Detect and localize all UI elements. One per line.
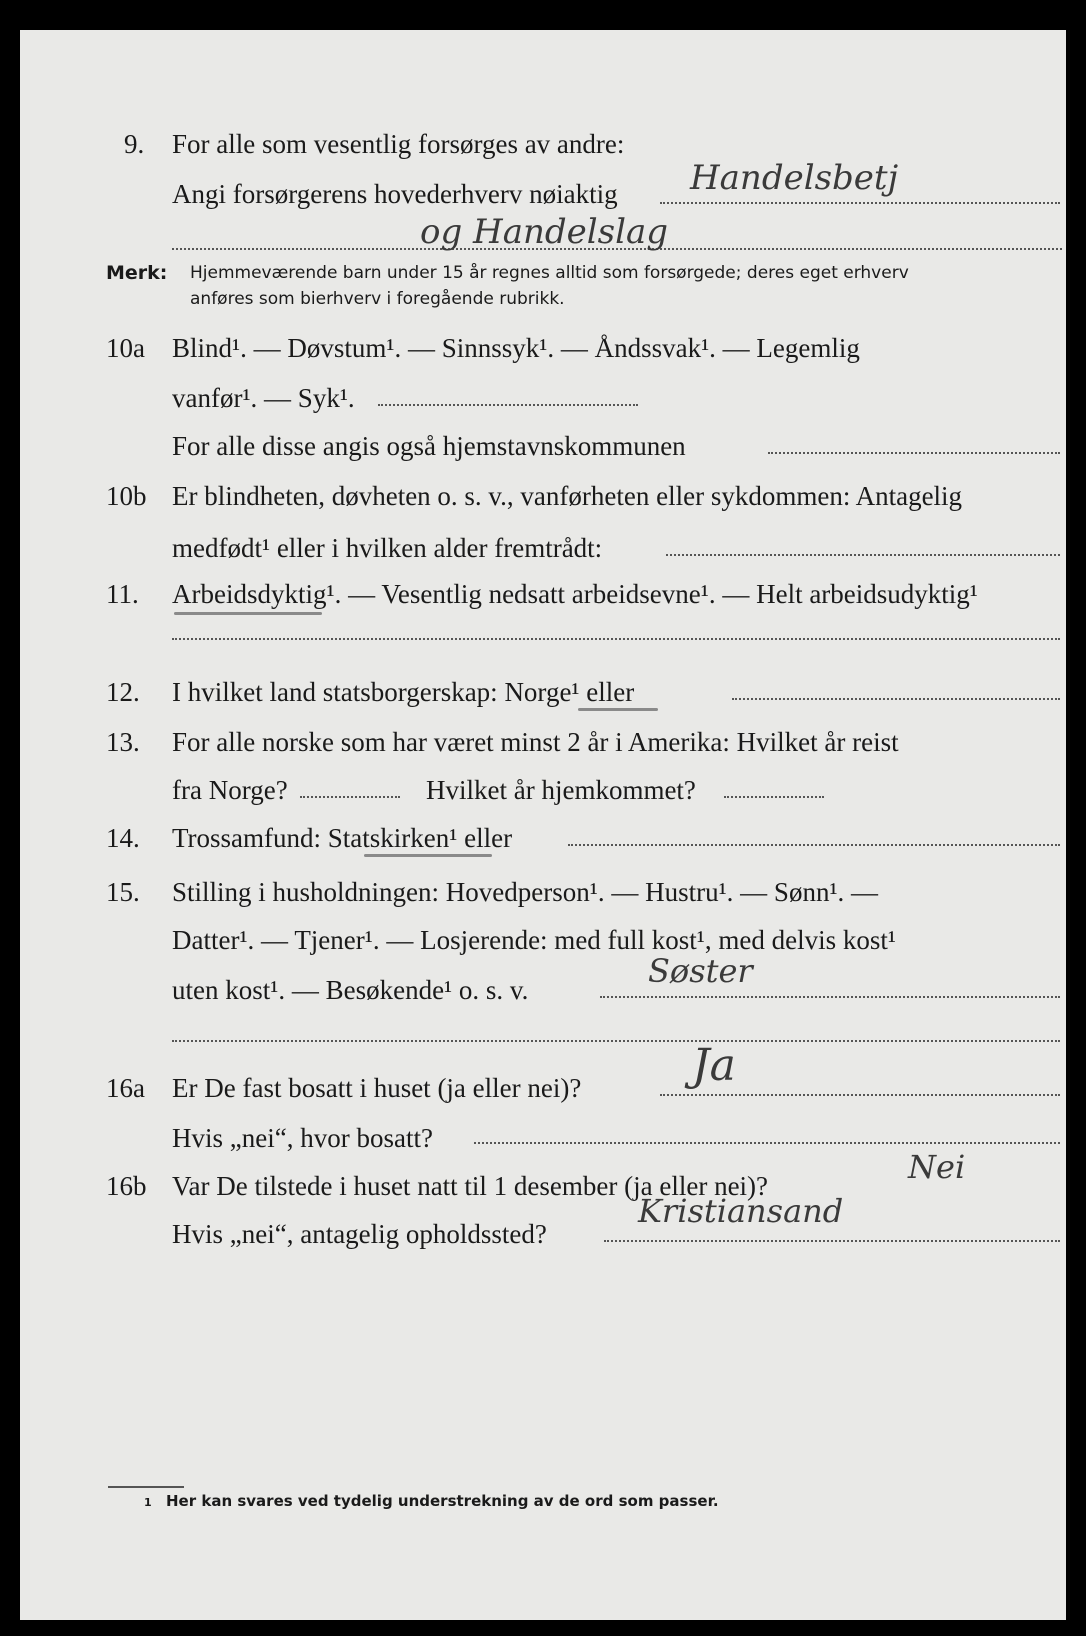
q9-text-2: Angi forsørgerens hovederhverv nøiaktig xyxy=(172,179,618,209)
q11-number: 11. xyxy=(106,579,139,609)
q11-answer-line xyxy=(172,638,1060,640)
q9-handwritten-1: Handelsbetj xyxy=(690,158,899,198)
q13-text-2a: fra Norge? xyxy=(172,775,288,805)
q10a-text-1: Blind¹. — Døvstum¹. — Sinnssyk¹. — Åndssvak¹. — Legemlig xyxy=(172,333,860,363)
q10a-text-2: vanfør¹. — Syk¹. xyxy=(172,383,355,413)
q10a-number: 10a xyxy=(106,333,145,363)
q16a-text-1: Er De fast bosatt i huset (ja eller nei)? xyxy=(172,1073,582,1103)
q12-number: 12. xyxy=(106,677,140,707)
merk-label: Merk: xyxy=(106,262,168,284)
q15-text-1: Stilling i husholdningen: Hovedperson¹. — Hustru¹. — Sønn¹. — xyxy=(172,877,879,907)
q12-text-1: I hvilket land statsborgerskap: Norge¹ eller xyxy=(172,677,635,707)
census-form-page xyxy=(20,30,1066,1620)
merk-text-2: anføres som bierhverv i foregående rubrikk. xyxy=(190,289,565,309)
q16b-answer-line xyxy=(604,1240,1060,1242)
q11-text-1: Arbeidsdyktig¹. — Vesentlig nedsatt arbeidsevne¹. — Helt arbeidsudyktig¹ xyxy=(172,579,978,609)
footnote-mark: 1 xyxy=(144,1496,152,1509)
q13-answer-line-2 xyxy=(724,796,824,798)
q16b-handwritten-1: Nei xyxy=(908,1148,966,1186)
q9-number: 9. xyxy=(124,129,145,159)
q14-number: 14. xyxy=(106,823,140,853)
q13-text-1: For alle norske som har været minst 2 år i Amerika: Hvilket år reist xyxy=(172,727,899,757)
q16a-answer-line-1 xyxy=(660,1094,1060,1096)
q13-number: 13. xyxy=(106,727,140,757)
q16b-text-1: Var De tilstede i huset natt til 1 desember (ja eller nei)? xyxy=(172,1171,769,1201)
q9-handwritten-2: og Handelslag xyxy=(420,212,668,252)
q13-text-2b: Hvilket år hjemkommet? xyxy=(426,775,696,805)
footnote-rule xyxy=(108,1486,184,1488)
q16b-number: 16b xyxy=(106,1171,147,1201)
q15-handwritten: Søster xyxy=(648,952,753,990)
q16b-handwritten-2: Kristiansand xyxy=(638,1192,844,1230)
q9-text-1: For alle som vesentlig forsørges av andre: xyxy=(172,129,625,159)
q12-answer-line xyxy=(732,698,1060,700)
q12-underline-norge xyxy=(578,708,658,711)
q10a-answer-line-1 xyxy=(378,404,638,406)
q14-answer-line xyxy=(568,844,1060,846)
q14-text-1: Trossamfund: Statskirken¹ eller xyxy=(172,823,513,853)
q15-number: 15. xyxy=(106,877,140,907)
q15-answer-line-1 xyxy=(600,996,1060,998)
q15-text-2: Datter¹. — Tjener¹. — Losjerende: med full kost¹, med delvis kost¹ xyxy=(172,925,896,955)
q10b-answer-line xyxy=(666,554,1060,556)
q10a-text-3: For alle disse angis også hjemstavnskommunen xyxy=(172,431,686,461)
q13-answer-line-1 xyxy=(300,796,400,798)
q16a-text-2: Hvis „nei“, hvor bosatt? xyxy=(172,1123,433,1153)
q14-underline-statskirken xyxy=(364,854,492,857)
q16a-handwritten: Ja xyxy=(692,1040,736,1091)
q10b-text-1: Er blindheten, døvheten o. s. v., vanførheten eller sykdommen: Antagelig xyxy=(172,481,963,511)
q15-text-3: uten kost¹. — Besøkende¹ o. s. v. xyxy=(172,975,529,1005)
merk-text-1: Hjemmeværende barn under 15 år regnes alltid som forsørgede; deres eget erhverv xyxy=(190,263,909,283)
q9-answer-line-1 xyxy=(660,202,1060,204)
q15-answer-line-2 xyxy=(172,1040,1060,1042)
q16a-number: 16a xyxy=(106,1073,145,1103)
q10b-number: 10b xyxy=(106,481,147,511)
q11-underline-arbeidsdyktig xyxy=(174,612,322,615)
footnote-text: Her kan svares ved tydelig understrekning av de ord som passer. xyxy=(166,1492,719,1510)
q16b-text-2: Hvis „nei“, antagelig opholdssted? xyxy=(172,1219,547,1249)
q10b-text-2: medfødt¹ eller i hvilken alder fremtrådt: xyxy=(172,533,603,563)
q16a-answer-line-2 xyxy=(474,1142,1060,1144)
q10a-answer-line-2 xyxy=(768,452,1060,454)
